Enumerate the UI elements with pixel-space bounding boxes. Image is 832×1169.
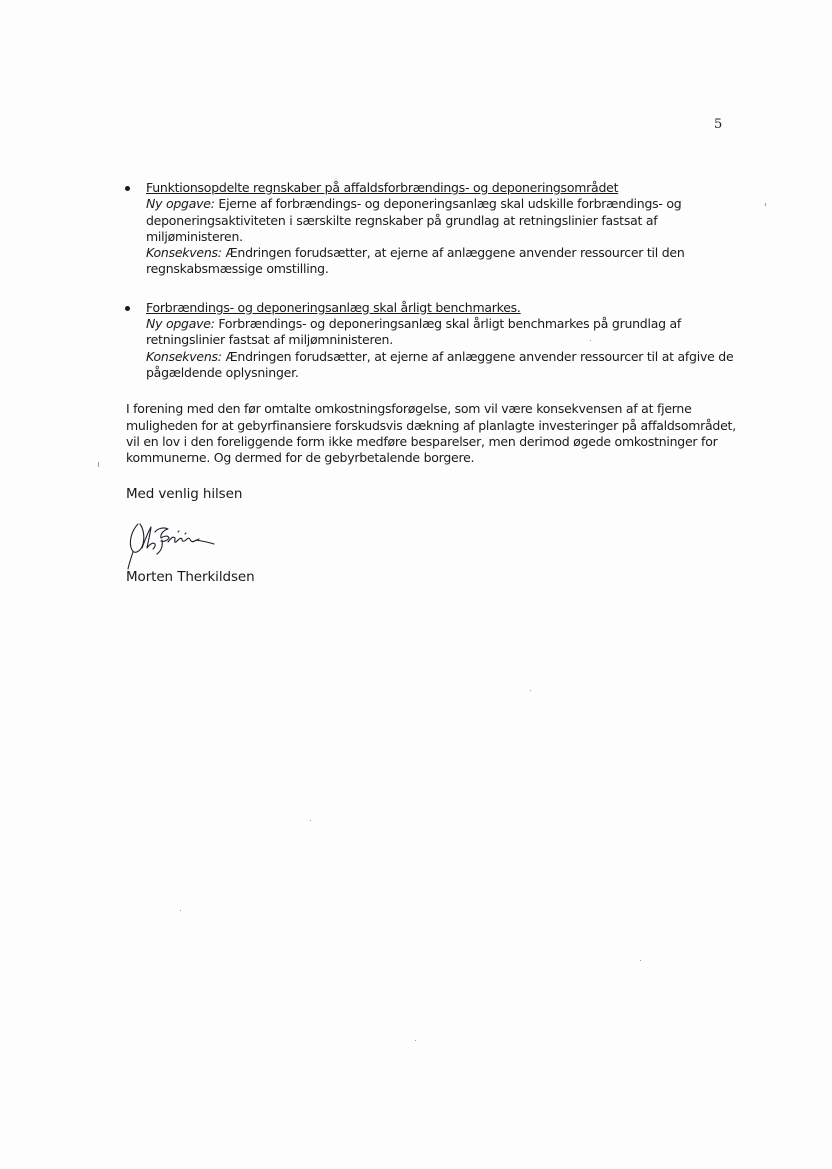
bullet-item-benchmark bbox=[126, 300, 736, 381]
konsekvens-label: Konsekvens: bbox=[146, 348, 222, 364]
konsekvens-text: Ændringen forudsætter, at ejerne af anlæggene anvender ressourcer til at afgive de pågældende oplysninger. bbox=[146, 348, 734, 380]
bullet-heading: Funktionsopdelte regnskaber på affaldsforbrændings- og deponeringsområdet bbox=[146, 180, 619, 195]
greeting: Med venlig hilsen bbox=[126, 486, 243, 502]
handwritten-signature bbox=[124, 518, 224, 570]
ny-opgave-paragraph bbox=[146, 316, 736, 349]
konsekvens-label: Konsekvens: bbox=[146, 245, 222, 261]
signer-name: Morten Therkildsen bbox=[126, 569, 255, 585]
bullet-icon bbox=[125, 186, 130, 191]
bullet-heading: Forbrændings- og deponeringsanlæg skal årligt benchmarkes. bbox=[146, 299, 521, 315]
scan-speck bbox=[180, 910, 181, 911]
ny-opgave-label: Ny opgave: bbox=[146, 316, 215, 332]
konsekvens-paragraph bbox=[146, 245, 736, 278]
bullet-item-regnskaber bbox=[126, 180, 736, 278]
scan-speck bbox=[640, 960, 641, 961]
ny-opgave-text: Ejerne af forbrændings- og deponeringsanlæg skal udskille forbrændings- og deponeringsaktiviteten i særskilte regnskaber på grundlag at retningslinier fastsat af miljøministeren. bbox=[146, 196, 682, 244]
ny-opgave-text: Forbrændings- og deponeringsanlæg skal årligt benchmarkes på grundlag af retningslinier fastsat af miljømninisteren. bbox=[146, 316, 682, 348]
konsekvens-text: Ændringen forudsætter, at ejerne af anlæggene anvender ressourcer til den regnskabsmæssige omstilling. bbox=[146, 245, 685, 277]
scan-speck bbox=[415, 1040, 416, 1041]
closing-paragraph: I forening med den før omtalte omkostningsforøgelse, som vil være konsekvensen af at fjerne muligheden for at gebyrfinansiere forskudsvis dækning af planlagte investeringer på affaldsområdet, vil en lov i den foreliggende form ikke medføre besparelser, men derimod øgede omkostninger for kommunerne. Og dermed for de gebyrbetalende borgere. bbox=[126, 401, 736, 466]
ny-opgave-paragraph bbox=[146, 196, 736, 245]
ny-opgave-label: Ny opgave: bbox=[146, 196, 215, 212]
bullet-icon bbox=[125, 306, 130, 311]
scan-speck bbox=[530, 690, 531, 691]
letter-body bbox=[126, 180, 736, 466]
page-number: 5 bbox=[714, 117, 723, 132]
scan-speck bbox=[590, 340, 591, 341]
scan-speck bbox=[765, 203, 766, 206]
scan-speck bbox=[98, 462, 99, 467]
scan-speck bbox=[310, 820, 311, 821]
konsekvens-paragraph bbox=[146, 349, 736, 382]
